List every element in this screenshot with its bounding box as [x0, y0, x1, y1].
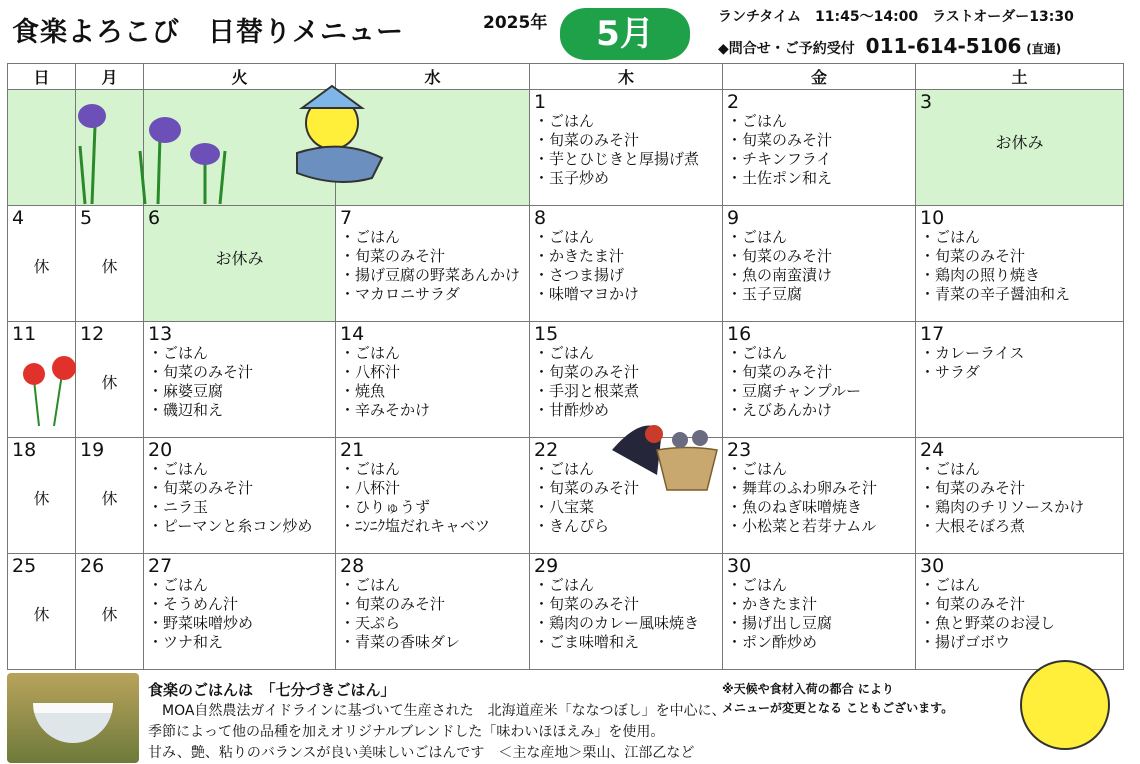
menu-item: ・ 揚げ豆腐の野菜あんかけ [340, 266, 525, 285]
menu-list [340, 460, 525, 536]
day-number: 1 [534, 91, 547, 113]
menu-item: ・ 旬菜のみそ汁 [727, 131, 911, 150]
closed-mark: 休 [33, 257, 50, 276]
calendar-day-cell [723, 90, 916, 206]
menu-item: ・ 旬菜のみそ汁 [534, 595, 718, 614]
day-number: 21 [340, 439, 365, 461]
menu-list [148, 576, 331, 652]
menu-item: ・ ごはん [534, 576, 718, 595]
menu-list [727, 112, 911, 188]
day-number: 9 [727, 207, 740, 229]
day-number: 17 [920, 323, 945, 345]
day-number: 12 [80, 323, 105, 345]
calendar-day-cell [723, 322, 916, 438]
menu-item: ・ ごま味噌和え [534, 633, 718, 652]
day-number: 24 [920, 439, 945, 461]
menu-item: ・ 舞茸のふわ卵みそ汁 [727, 479, 911, 498]
menu-list [534, 112, 718, 188]
calendar-day-cell [144, 438, 336, 554]
calendar-day-cell [8, 206, 76, 322]
day-number: 15 [534, 323, 559, 345]
menu-list [727, 576, 911, 652]
menu-list [727, 460, 911, 536]
menu-item: ・ ピーマンと糸コン炒め [148, 517, 331, 536]
swallow-nest-illustration [612, 410, 722, 492]
menu-item: ・ 揚げゴボウ [920, 633, 1119, 652]
menu-item: ・ 鶏肉のカレー風味焼き [534, 614, 718, 633]
menu-item: ・ ツナ和え [148, 633, 331, 652]
closed-mark: 休 [101, 605, 118, 624]
day-number: 7 [340, 207, 353, 229]
menu-list [340, 344, 525, 420]
rice-info-title: 食楽のごはんは 「七分づきごはん」 [148, 681, 396, 699]
menu-item: ・ 青菜の香味ダレ [340, 633, 525, 652]
menu-item: ・ 鶏肉の照り焼き [920, 266, 1119, 285]
menu-item: ・ 魚の南蛮漬け [727, 266, 911, 285]
calendar-week-row [8, 322, 1124, 438]
menu-item: ・ 旬菜のみそ汁 [920, 479, 1119, 498]
calendar-day-cell [336, 206, 530, 322]
menu-list [148, 344, 331, 420]
closed-mark: 休 [101, 257, 118, 276]
menu-item: ・ 玉子炒め [534, 169, 718, 188]
menu-item: ・ 旬菜のみそ汁 [340, 595, 525, 614]
menu-item: ・ ごはん [148, 576, 331, 595]
menu-list [340, 228, 525, 304]
menu-list [920, 576, 1119, 652]
menu-list [920, 344, 1119, 382]
phone-note: (直通) [1026, 42, 1062, 56]
menu-item: ・ ごはん [340, 460, 525, 479]
menu-item: ・ 魚のねぎ味噌焼き [727, 498, 911, 517]
menu-item: ・ 大根そぼろ煮 [920, 517, 1119, 536]
calendar-week-row [8, 206, 1124, 322]
contact-info [718, 34, 1061, 58]
menu-list [534, 228, 718, 304]
day-number: 26 [80, 555, 105, 577]
menu-item: ・ 芋とひじきと厚揚げ煮 [534, 150, 718, 169]
contact-label: ◆問合せ・ご予約受付 [718, 41, 855, 57]
menu-list [534, 576, 718, 652]
menu-item: ・ 八杯汁 [340, 363, 525, 382]
day-number: 30 [727, 555, 752, 577]
menu-list [148, 460, 331, 536]
day-number: 28 [340, 555, 365, 577]
rice-info [148, 680, 726, 764]
calendar-week-row [8, 438, 1124, 554]
day-number: 2 [727, 91, 740, 113]
menu-item: ・ 焼魚 [340, 382, 525, 401]
day-number: 3 [920, 91, 933, 113]
notice-line: メニューが変更となる こともございます。 [722, 701, 954, 715]
menu-item: ・ 味噌マヨかけ [534, 285, 718, 304]
day-number: 20 [148, 439, 173, 461]
day-number: 13 [148, 323, 173, 345]
menu-item: ・ ポン酢炒め [727, 633, 911, 652]
calendar-day-cell [916, 90, 1124, 206]
menu-item: ・ かきたま汁 [534, 247, 718, 266]
menu-item: ・ 八杯汁 [340, 479, 525, 498]
day-number: 5 [80, 207, 93, 229]
notice-line: ※天候や食材入荷の都合 により [722, 682, 894, 696]
menu-item: ・ 土佐ポン和え [727, 169, 911, 188]
menu-item: ・ ごはん [920, 460, 1119, 479]
closed-mark: 休 [101, 373, 118, 392]
menu-item: ・ 天ぷら [340, 614, 525, 633]
weekday-tue: 火 [144, 64, 336, 90]
rice-info-line: 季節によって他の品種を加えオリジナルブレンドした「味わいほほえみ」を使用。 [148, 724, 665, 740]
carp-streamer-illustration [292, 78, 392, 188]
menu-list [727, 344, 911, 420]
calendar-day-cell [916, 438, 1124, 554]
menu-item: ・ 旬菜のみそ汁 [727, 247, 911, 266]
menu-list [727, 228, 911, 304]
month-badge: 5月 [560, 8, 690, 60]
menu-item: ・ 磯辺和え [148, 401, 331, 420]
menu-item: ・ 鶏肉のチリソースかけ [920, 498, 1119, 517]
calendar-day-cell [336, 438, 530, 554]
day-number: 4 [12, 207, 25, 229]
menu-item: ・ ごはん [727, 228, 911, 247]
menu-list [920, 460, 1119, 536]
carnation-illustration [14, 352, 84, 428]
calendar-day-cell [723, 438, 916, 554]
calendar-day-cell [144, 322, 336, 438]
menu-item: ・ 旬菜のみそ汁 [340, 247, 525, 266]
year-label: 2025年 [483, 13, 548, 33]
menu-item: ・ ごはん [340, 344, 525, 363]
calendar-day-cell [8, 554, 76, 670]
iris-flowers-illustration [60, 96, 250, 206]
day-number: 19 [80, 439, 105, 461]
menu-item: ・ ニラ玉 [148, 498, 331, 517]
page-title: 食楽よろこび 日替りメニュー [12, 17, 404, 48]
menu-item: ・ ごはん [920, 228, 1119, 247]
menu-item: ・ 青菜の辛子醤油和え [920, 285, 1119, 304]
menu-item: ・ 旬菜のみそ汁 [727, 363, 911, 382]
menu-item: ・ ひりゅうず [340, 498, 525, 517]
menu-item: ・ 旬菜のみそ汁 [148, 479, 331, 498]
menu-item: ・ 旬菜のみそ汁 [534, 479, 718, 498]
change-notice [722, 680, 953, 718]
menu-item: ・ 玉子豆腐 [727, 285, 911, 304]
weekday-sun: 日 [8, 64, 76, 90]
calendar-day-cell [336, 322, 530, 438]
menu-item: ・ ごはん [340, 576, 525, 595]
day-number: 6 [148, 207, 161, 229]
day-number: 11 [12, 323, 37, 345]
menu-item: ・ 揚げ出し豆腐 [727, 614, 911, 633]
calendar-day-cell [144, 554, 336, 670]
menu-item: ・ サラダ [920, 363, 1119, 382]
calendar-day-cell [916, 322, 1124, 438]
calendar-day-cell [8, 438, 76, 554]
weekday-sat: 土 [916, 64, 1124, 90]
holiday-note: お休み [215, 249, 264, 268]
calendar-day-cell [336, 554, 530, 670]
weekday-mon: 月 [76, 64, 144, 90]
menu-item: ・ 旬菜のみそ汁 [920, 247, 1119, 266]
calendar-day-cell [723, 554, 916, 670]
day-number: 8 [534, 207, 547, 229]
menu-item: ・ 魚と野菜のお浸し [920, 614, 1119, 633]
rice-info-line: 甘み、艶、粘りのバランスが良い美味しいごはんです ＜主な産地＞栗山、江部乙など [148, 745, 695, 761]
day-number: 22 [534, 439, 559, 461]
calendar-day-cell [530, 206, 723, 322]
day-number: 10 [920, 207, 945, 229]
menu-list [340, 576, 525, 652]
menu-item: ・ ごはん [340, 228, 525, 247]
menu-item: ・ ごはん [534, 344, 718, 363]
calendar-week-row [8, 554, 1124, 670]
menu-item: ・ ごはん [534, 112, 718, 131]
day-number: 16 [727, 323, 752, 345]
day-number: 14 [340, 323, 365, 345]
menu-item: ・ かきたま汁 [727, 595, 911, 614]
menu-item: ・ ごはん [148, 460, 331, 479]
menu-item: ・ 旬菜のみそ汁 [534, 131, 718, 150]
calendar-day-cell [76, 206, 144, 322]
menu-item: ・ 辛みそかけ [340, 401, 525, 420]
day-number: 23 [727, 439, 752, 461]
menu-item: ・ ごはん [534, 460, 718, 479]
calendar-day-cell [76, 554, 144, 670]
menu-item: ・ ごはん [920, 576, 1119, 595]
menu-item: ・ さつま揚げ [534, 266, 718, 285]
menu-list [534, 344, 718, 420]
holiday-note: お休み [995, 133, 1044, 152]
menu-item: ・ ごはん [148, 344, 331, 363]
menu-item: ・ チキンフライ [727, 150, 911, 169]
calendar-day-cell [144, 206, 336, 322]
day-number: 18 [12, 439, 37, 461]
day-number: 27 [148, 555, 173, 577]
menu-item: ・ 豆腐チャンプルー [727, 382, 911, 401]
calendar-day-cell [76, 438, 144, 554]
calendar-day-cell [530, 554, 723, 670]
menu-item: ・ 野菜味噌炒め [148, 614, 331, 633]
calendar-day-cell [530, 90, 723, 206]
menu-item: ・ ごはん [727, 576, 911, 595]
calendar-day-cell [723, 206, 916, 322]
weekday-header [8, 64, 1124, 90]
menu-item: ・ ごはん [727, 344, 911, 363]
menu-item: ・ きんぴら [534, 517, 718, 536]
closed-mark: 休 [33, 605, 50, 624]
lunch-time: ランチタイム 11:45～14:00 ラストオーダー13:30 [718, 9, 1074, 25]
menu-item: ・ マカロニサラダ [340, 285, 525, 304]
rice-info-line: MOA自然農法ガイドラインに基づいて生産された 北海道産米「ななつぼし」を中心に、 [148, 703, 726, 719]
menu-item: ・ カレーライス [920, 344, 1119, 363]
menu-item: ・ 甘酢炒め [534, 401, 718, 420]
rice-bowl-photo [7, 673, 139, 763]
menu-item: ・ 旬菜のみそ汁 [920, 595, 1119, 614]
day-number: 29 [534, 555, 559, 577]
weekday-fri: 金 [723, 64, 916, 90]
calendar-day-cell [916, 206, 1124, 322]
weekday-wed: 水 [336, 64, 530, 90]
menu-item: ・ ごはん [727, 112, 911, 131]
day-number: 30 [920, 555, 945, 577]
closed-mark: 休 [33, 489, 50, 508]
menu-item: ・ ごはん [727, 460, 911, 479]
menu-item: ・ 八宝菜 [534, 498, 718, 517]
mascot-illustration [1020, 660, 1110, 750]
menu-item: ・ 旬菜のみそ汁 [534, 363, 718, 382]
menu-list [920, 228, 1119, 304]
menu-item: ・ 小松菜と若芽ナムル [727, 517, 911, 536]
calendar-day-cell [76, 322, 144, 438]
phone-number[interactable]: 011-614-5106 [865, 34, 1022, 58]
calendar-day-cell [916, 554, 1124, 670]
day-number: 25 [12, 555, 37, 577]
menu-item: ・ 麻婆豆腐 [148, 382, 331, 401]
menu-item: ・ ﾆﾝﾆｸ塩だれキャベツ [340, 517, 525, 536]
menu-item: ・ ごはん [534, 228, 718, 247]
menu-item: ・ そうめん汁 [148, 595, 331, 614]
weekday-thu: 木 [530, 64, 723, 90]
menu-item: ・ 手羽と根菜煮 [534, 382, 718, 401]
closed-mark: 休 [101, 489, 118, 508]
menu-item: ・ 旬菜のみそ汁 [148, 363, 331, 382]
menu-item: ・ えびあんかけ [727, 401, 911, 420]
